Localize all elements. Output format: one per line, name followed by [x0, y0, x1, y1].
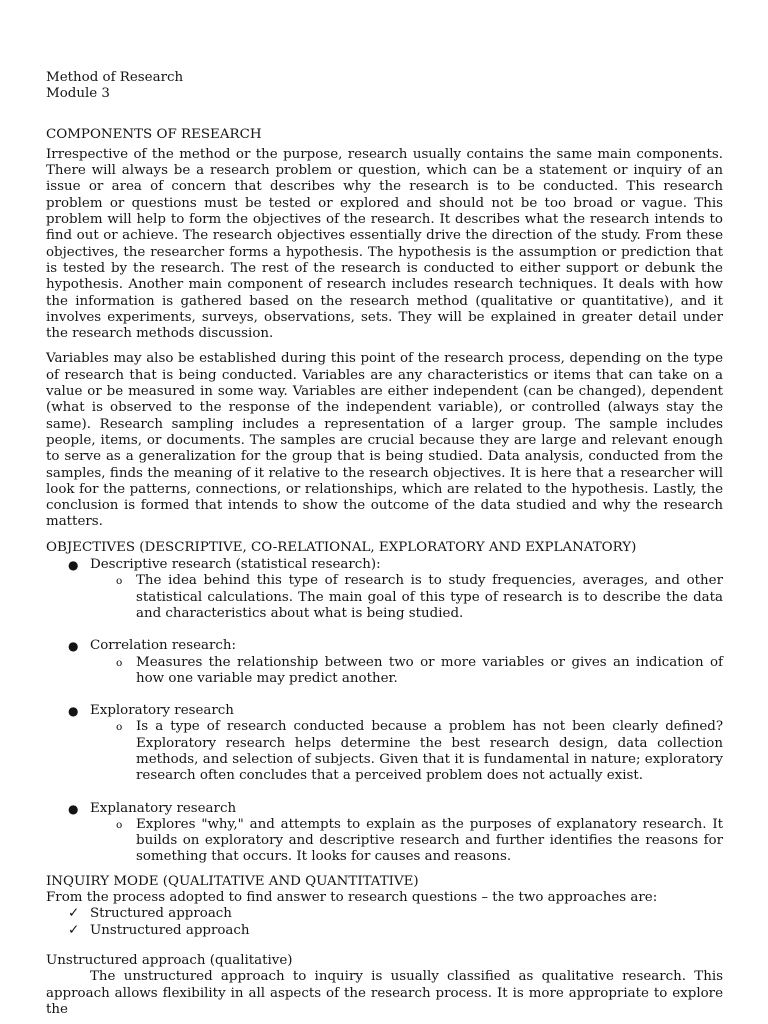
unstructured-heading: Unstructured approach (qualitative): [46, 952, 293, 968]
approach-label: Unstructured approach: [90, 922, 250, 938]
module-label: Module 3: [46, 86, 110, 102]
circle-bullet-icon: o: [116, 818, 123, 831]
circle-bullet-icon: o: [116, 721, 123, 734]
objective-detail: Explores "why," and attempts to explain as the purposes of explanatory research. It builds on exploratory and descriptive research and further identifies the reasons for something that occurs. It looks for causes and reasons.: [136, 816, 723, 865]
bullet-icon: ●: [68, 801, 79, 816]
objective-detail: The idea behind this type of research is to study frequencies, averages, and other statistical calculations. The main goal of this type of research is to describe the data and characteristics about what is being studied.: [136, 573, 723, 621]
unstructured-paragraph: The unstructured approach to inquiry is usually classified as qualitative research. This approach allows flexibility in all aspects of the research process. It is more appropriate to explore the: [46, 969, 723, 1017]
circle-bullet-icon: o: [116, 575, 123, 588]
components-heading: COMPONENTS OF RESEARCH: [46, 126, 262, 142]
checkmark-icon: ✓: [68, 906, 80, 922]
components-paragraph-2: Variables may also be established during this point of the research process, depending on the type of research that is being conducted. Variables are any characteristics or items that can take on a value or be measured in some way. Variables are either independent (can be changed), dependent (what is observed to the response of the independent variable), or controlled (always stay the same). Research sampling includes a representation of a larger group. The sample includes people, items, or documents. The samples are crucial because they are large and relevant enough to serve as a generalization for the group that is being studied. Data analysis, conducted from the samples, finds the meaning of it relative to the research objectives. It is here that a researcher will look for the patterns, connections, or relationships, which are related to the hypothesis. Lastly, the conclusion is formed that intends to show the outcome of the data studied and why the research matters.: [46, 351, 723, 530]
objective-title: Correlation research:: [90, 638, 237, 654]
objective-item-correlation: [46, 638, 723, 687]
approach-label: Structured approach: [90, 906, 232, 922]
objective-title: Explanatory research: [90, 800, 237, 816]
objective-item-exploratory: [46, 703, 723, 784]
inquiry-heading: INQUIRY MODE (QUALITATIVE AND QUANTITATIVE): [46, 873, 419, 889]
document-title: Method of Research: [46, 70, 184, 85]
bullet-icon: ●: [68, 639, 79, 654]
objective-title: Exploratory research: [90, 703, 234, 719]
checkmark-icon: ✓: [68, 922, 80, 938]
objective-title: Descriptive research (statistical research):: [90, 557, 381, 573]
objective-item-explanatory: [46, 801, 723, 866]
approach-item: [46, 923, 723, 939]
approach-item: [46, 906, 723, 922]
bullet-icon: ●: [68, 704, 79, 719]
circle-bullet-icon: o: [116, 656, 123, 669]
inquiry-intro: From the process adopted to find answer to research questions – the two approaches are:: [46, 890, 658, 906]
objectives-heading: OBJECTIVES (DESCRIPTIVE, CO-RELATIONAL, EXPLORATORY AND EXPLANATORY): [46, 539, 637, 555]
components-paragraph-1: Irrespective of the method or the purpose, research usually contains the same main components. There will always be a research problem or question, which can be a statement or inquiry of an issue or area of concern that describes why the research is to be conducted. This research problem or questions must be tested or explored and should not be too broad or vague. This problem will help to form the objectives of the research. It describes what the research intends to find out or achieve. The research objectives essentially drive the direction of the study. From these objectives, the researcher forms a hypothesis. The hypothesis is the assumption or prediction that is tested by the research. The rest of the research is conducted to either support or debunk the hypothesis. Another main component of research includes research techniques. It deals with how the information is gathered based on the research method (qualitative or quantitative), and it involves experiments, surveys, observations, sets. They will be explained in greater detail under the research methods discussion.: [46, 146, 723, 342]
bullet-icon: ●: [68, 558, 79, 573]
objective-detail: Is a type of research conducted because a problem has not been clearly defined? Exploratory research helps determine the best research design, data collection methods, and selection of subjects. Given that it is fundamental in nature; exploratory research often concludes that a perceived problem does not actually exist.: [136, 719, 723, 784]
objective-item-descriptive: [46, 557, 723, 622]
objective-detail: Measures the relationship between two or more variables or gives an indication of how one variable may predict another.: [136, 654, 723, 686]
